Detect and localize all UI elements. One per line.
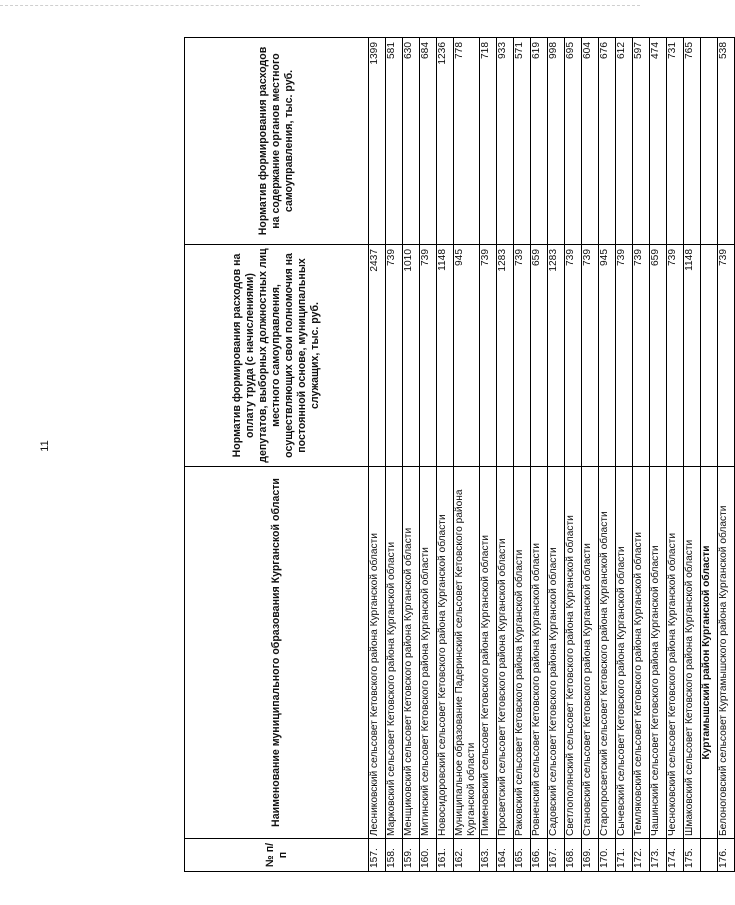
wage-norm-value: 739 xyxy=(718,245,735,467)
upkeep-norm-value: 1399 xyxy=(369,38,386,245)
municipality-name: Муниципальное образование Падеринский сельсовет Кетовского района Курганской области xyxy=(454,467,480,839)
table-row xyxy=(616,38,633,872)
upkeep-norm-value: 474 xyxy=(650,38,667,245)
wage-norm-value: 739 xyxy=(386,245,403,467)
municipality-name: Светлополянский сельсовет Кетовского района Курганской области xyxy=(565,467,582,839)
row-number: 175. xyxy=(684,839,701,872)
row-number: 161. xyxy=(437,839,454,872)
wage-norm-value: 739 xyxy=(514,245,531,467)
upkeep-norm-value: 933 xyxy=(497,38,514,245)
municipality-name: Митинский сельсовет Кетовского района Курганской области xyxy=(420,467,437,839)
municipality-name: Менщиковский сельсовет Кетовского района Курганской области xyxy=(403,467,420,839)
table-row xyxy=(420,38,437,872)
table-row xyxy=(369,38,386,872)
row-number: 176. xyxy=(718,839,735,872)
table-row xyxy=(437,38,454,872)
municipality-name: Белоноговский сельсовет Куртамышского района Курганской области xyxy=(718,467,735,839)
municipality-name: Раковский сельсовет Кетовского района Курганской области xyxy=(514,467,531,839)
table-row xyxy=(667,38,684,872)
upkeep-norm-value: 538 xyxy=(718,38,735,245)
table-row xyxy=(582,38,599,872)
table-row xyxy=(548,38,565,872)
table-row xyxy=(684,38,701,872)
municipality-name: Чашинский сельсовет Кетовского района Курганской области xyxy=(650,467,667,839)
row-number: 171. xyxy=(616,839,633,872)
wage-norm-value: 739 xyxy=(582,245,599,467)
page-edge-line xyxy=(0,5,640,6)
wage-norm-value: 945 xyxy=(454,245,480,467)
municipality-name: Садовский сельсовет Кетовского района Курганской области xyxy=(548,467,565,839)
table-row xyxy=(514,38,531,872)
row-number: 160. xyxy=(420,839,437,872)
upkeep-norm-value: 731 xyxy=(667,38,684,245)
row-number: 167. xyxy=(548,839,565,872)
municipality-name: Чесноковский сельсовет Кетовского района Курганской области xyxy=(667,467,684,839)
wage-norm-value: 739 xyxy=(420,245,437,467)
table-row xyxy=(531,38,548,872)
municipality-name: Шмаковский сельсовет Кетовского района Курганской области xyxy=(684,467,701,839)
page-number: 11 xyxy=(39,440,51,452)
wage-norm-value: 659 xyxy=(531,245,548,467)
wage-norm-value: 945 xyxy=(599,245,616,467)
wage-norm-value: 739 xyxy=(480,245,497,467)
upkeep-norm-value: 765 xyxy=(684,38,701,245)
wage-norm-value: 1148 xyxy=(684,245,701,467)
municipality-name: Новосидоровский сельсовет Кетовского района Курганской области xyxy=(437,467,454,839)
header-upkeep: Норматив формирования расходов на содержание органов местного самоуправления, тыс. руб. xyxy=(185,38,369,245)
wage-norm-value: 1283 xyxy=(497,245,514,467)
norms-table xyxy=(184,37,735,872)
row-number: 165. xyxy=(514,839,531,872)
municipality-name: Ровненский сельсовет Кетовского района Курганской области xyxy=(531,467,548,839)
table-row xyxy=(565,38,582,872)
row-number: 159. xyxy=(403,839,420,872)
table-row xyxy=(403,38,420,872)
wage-norm-value: 739 xyxy=(616,245,633,467)
wage-norm-value: 659 xyxy=(650,245,667,467)
wage-norm-value: 739 xyxy=(565,245,582,467)
row-number: 157. xyxy=(369,839,386,872)
municipality-name: Лесниковский сельсовет Кетовского района Курганской области xyxy=(369,467,386,839)
wage-norm-value: 739 xyxy=(667,245,684,467)
section-row xyxy=(701,38,718,872)
table-row xyxy=(454,38,480,872)
row-number: 163. xyxy=(480,839,497,872)
upkeep-norm-value: 612 xyxy=(616,38,633,245)
row-number: 169. xyxy=(582,839,599,872)
municipality-name: Просветский сельсовет Кетовского района Курганской области xyxy=(497,467,514,839)
section-empty-cell xyxy=(701,245,718,467)
table-row xyxy=(480,38,497,872)
municipality-name: Старопросветский сельсовет Кетовского района Курганской области xyxy=(599,467,616,839)
row-number: 174. xyxy=(667,839,684,872)
municipality-name: Сычевский сельсовет Кетовского района Курганской области xyxy=(616,467,633,839)
upkeep-norm-value: 597 xyxy=(633,38,650,245)
header-name: Наименование муниципального образования Курганской области xyxy=(185,467,369,839)
upkeep-norm-value: 581 xyxy=(386,38,403,245)
table-header-row xyxy=(185,38,369,872)
section-num-cell xyxy=(701,839,718,872)
table-row xyxy=(633,38,650,872)
table-row xyxy=(718,38,735,872)
municipality-name: Марковский сельсовет Кетовского района Курганской области xyxy=(386,467,403,839)
row-number: 164. xyxy=(497,839,514,872)
upkeep-norm-value: 619 xyxy=(531,38,548,245)
section-title: Куртамышский район Курганской области xyxy=(701,467,718,839)
table-row xyxy=(650,38,667,872)
wage-norm-value: 2437 xyxy=(369,245,386,467)
upkeep-norm-value: 571 xyxy=(514,38,531,245)
table-row xyxy=(497,38,514,872)
table-row xyxy=(386,38,403,872)
table-body xyxy=(369,38,735,872)
wage-norm-value: 739 xyxy=(633,245,650,467)
upkeep-norm-value: 630 xyxy=(403,38,420,245)
upkeep-norm-value: 676 xyxy=(599,38,616,245)
row-number: 166. xyxy=(531,839,548,872)
row-number: 170. xyxy=(599,839,616,872)
table-row xyxy=(599,38,616,872)
row-number: 173. xyxy=(650,839,667,872)
upkeep-norm-value: 695 xyxy=(565,38,582,245)
upkeep-norm-value: 778 xyxy=(454,38,480,245)
row-number: 168. xyxy=(565,839,582,872)
wage-norm-value: 1283 xyxy=(548,245,565,467)
header-num: № п/п xyxy=(185,839,369,872)
wage-norm-value: 1148 xyxy=(437,245,454,467)
header-wage: Норматив формирования расходов на оплату труда (с начислениями) депутатов, выборных должностных лиц местного самоуправления, осуществляющих свои полномочия на постоянной основе, муниципальных служащих, тыс. руб. xyxy=(185,245,369,467)
row-number: 158. xyxy=(386,839,403,872)
row-number: 162. xyxy=(454,839,480,872)
upkeep-norm-value: 718 xyxy=(480,38,497,245)
upkeep-norm-value: 1236 xyxy=(437,38,454,245)
section-empty-cell xyxy=(701,38,718,245)
municipality-name: Становский сельсовет Кетовского района Курганской области xyxy=(582,467,599,839)
upkeep-norm-value: 998 xyxy=(548,38,565,245)
upkeep-norm-value: 684 xyxy=(420,38,437,245)
wage-norm-value: 1010 xyxy=(403,245,420,467)
municipality-name: Пименовский сельсовет Кетовского района Курганской области xyxy=(480,467,497,839)
row-number: 172. xyxy=(633,839,650,872)
municipality-name: Темляковский сельсовет Кетовского района Курганской области xyxy=(633,467,650,839)
upkeep-norm-value: 604 xyxy=(582,38,599,245)
